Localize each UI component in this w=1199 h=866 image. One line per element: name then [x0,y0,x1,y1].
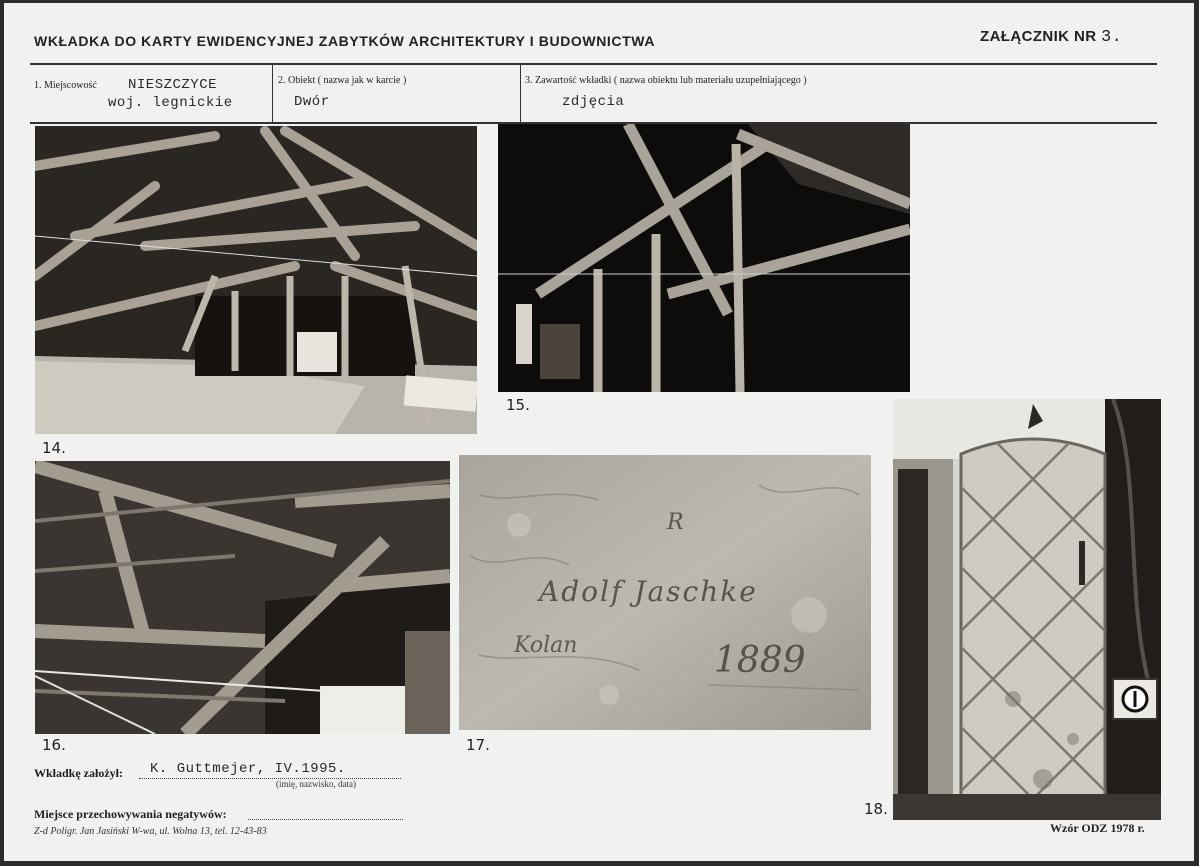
annex-number [980,28,1122,47]
contents-label: 3. Zawartość wkładki ( nazwa obiektu lub materiału uzupełniającego ) [525,75,807,86]
annex-label: ZAŁĄCZNIK NR [980,28,1097,45]
card-title: WKŁADKA DO KARTY EWIDENCYJNEJ ZABYTKÓW ARCHITEKTURY I BUDOWNICTWA [34,33,656,49]
negatives-label: Miejsce przechowywania negatywów: [34,807,227,821]
photo-17 [459,455,871,730]
annex-number-value: 3. [1101,28,1123,47]
photo-16 [35,461,450,734]
form-code: Wzór ODZ 1978 r. [1050,821,1145,835]
photo-15-number: 15. [506,396,530,414]
locality-value: NIESZCZYCE [128,77,218,93]
attic-rafters-photo [35,126,477,434]
field-divider-2 [520,65,521,122]
founder-line [139,778,401,779]
object-value: Dwór [294,94,330,110]
object-label: 2. Obiekt ( nazwa jak w karcie ) [278,75,407,86]
locality-label: 1. Miejscowość [34,80,97,91]
roof-truss-photo [35,461,450,734]
photo-14-number: 14. [42,439,66,457]
attic-posts-photo [498,124,910,392]
contents-value: zdjęcia [562,94,625,110]
photo-18-number: 18. [864,800,888,818]
photo-16-number: 16. [42,736,66,754]
photo-15 [498,124,910,392]
printer-imprint: Z-d Poligr. Jan Jasiński W-wa, ul. Wolna 13, tel. 12-43-83 [34,826,267,837]
founder-hint: (imię, nazwisko, data) [276,779,356,789]
field-divider-1 [272,65,273,122]
photo-14 [35,126,477,434]
inventory-card-insert [4,3,1194,861]
inscription-line-2: Adolf Jaschke [539,575,758,608]
diamond-pattern-door-photo [893,399,1161,820]
photo-17-number: 17. [466,736,490,754]
voivodeship-value: woj. legnickie [108,95,233,111]
founder-label: Wkładkę założył: [34,766,123,780]
negatives-line [248,819,403,820]
inscription-line-3: Kolan [514,633,578,658]
founder-value: K. Guttmejer, IV.1995. [150,761,346,777]
inscription-line-1: R [667,510,684,535]
inscription-line-4: 1889 [714,640,806,681]
top-rule [30,63,1157,65]
photo-18 [893,399,1161,820]
